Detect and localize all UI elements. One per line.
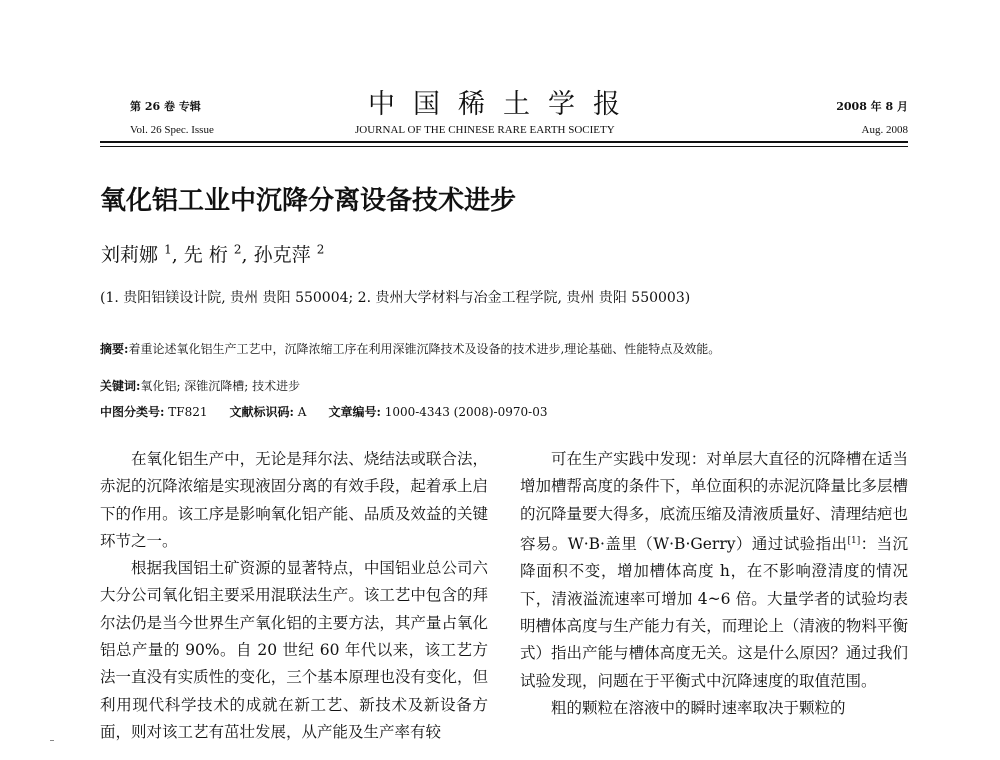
volume-en: Vol. 26 Spec. Issue — [130, 124, 214, 136]
journal-title-cn: 中国稀土学报 — [368, 89, 638, 120]
paper-title: 氧化铝工业中沉降分离设备技术进步 — [100, 186, 517, 216]
abstract-label: 摘要: — [100, 342, 129, 356]
paragraph-text: ：当沉降面积不变，增加槽体高度 h，在不影响澄清度的情况下，清液溢流速率可增加 4~6 倍。大量学者的试验均表明槽体高度与生产能力有关，而理论上（清液的物料平衡式）指出产能与槽体高度无关。这是什么原因？通过我们试验发现，问题在于平衡式中沉降速度的取值范围。 — [520, 535, 908, 690]
abstract — [100, 340, 720, 357]
author-aff: 2 — [316, 242, 325, 257]
affiliations: (1. 贵阳铝镁设计院, 贵州 贵阳 550004; 2. 贵州大学材料与冶金工程学院, 贵州 贵阳 550003) — [100, 290, 691, 306]
author-aff: 1 — [164, 242, 172, 257]
body-column-right — [520, 446, 908, 722]
class-label: 中图分类号: — [100, 405, 165, 419]
classification-line — [100, 403, 547, 420]
journal-header — [0, 0, 1000, 150]
abstract-text: 着重论述氧化铝生产工艺中，沉降浓缩工序在利用深锥沉降技术及设备的技术进步,理论基础、性能特点及效能。 — [128, 342, 721, 356]
keywords-label: 关键词: — [100, 379, 141, 393]
doc-label: 文献标识码: — [229, 405, 294, 419]
volume-cn: 第 26 卷 专辑 — [130, 100, 201, 113]
paragraph-text: 可在生产实践中发现：对单层大直径的沉降槽在适当增加槽帮高度的条件下，单位面积的赤泥沉降量比多层槽的沉降量要大得多，底流压缩及清液质量好、清理结疤也容易。W·B·盖里（W·B·Gerry）通过试验指出 — [520, 450, 908, 554]
paragraph: 粗的颗粒在溶液中的瞬时速率取决于颗粒的 — [551, 698, 846, 717]
paragraph — [520, 446, 908, 695]
author-aff: 2 — [233, 242, 242, 257]
article-label: 文章编号: — [328, 405, 381, 419]
author-name: 孙克萍 — [253, 244, 311, 266]
author-name: 先 桁 — [183, 244, 228, 266]
doc-value: A — [297, 405, 307, 419]
author-list: 刘莉娜 $^1$, 先 桁 $^2$, 孙克萍 $^2$ — [101, 242, 325, 266]
header-rule-thin — [100, 146, 908, 147]
header-rule-thick — [100, 141, 908, 143]
scan-mark — [50, 740, 54, 741]
journal-title-en: JOURNAL OF THE CHINESE RARE EARTH SOCIETY — [355, 124, 615, 136]
paragraph: 根据我国铝土矿资源的显著特点，中国铝业总公司六大分公司氧化铝主要采用混联法生产。该工艺中包含的拜尔法仍是当今世界生产氧化铝的主要方法，其产量占氧化铝总产量的 90%。自 20 世纪 60 年代以来，该工艺方法一直没有实质性的变化，三个基本原理也没有变化，但利用现代科学技术的成就在新工艺、新技术及新设备方面，则对该工艺有茁壮发展，从产能及生产率有较 — [100, 559, 488, 741]
body-column-left — [100, 446, 488, 746]
keywords — [100, 377, 300, 394]
author-name: 刘莉娜 — [101, 244, 159, 266]
citation: [1] — [847, 535, 861, 546]
paragraph: 在氧化铝生产中，无论是拜尔法、烧结法或联合法，赤泥的沉降浓缩是实现液固分离的有效手段，起着承上启下的作用。该工序是影响氧化铝产能、品质及效益的关键环节之一。 — [100, 450, 488, 550]
date-cn: 2008 年 8 月 — [836, 100, 908, 113]
article-value: 1000-4343 (2008)-0970-03 — [384, 405, 548, 419]
date-en: Aug. 2008 — [861, 124, 908, 136]
class-value: TF821 — [168, 405, 208, 419]
keywords-text: 氧化铝; 深锥沉降槽; 技术进步 — [140, 379, 301, 393]
